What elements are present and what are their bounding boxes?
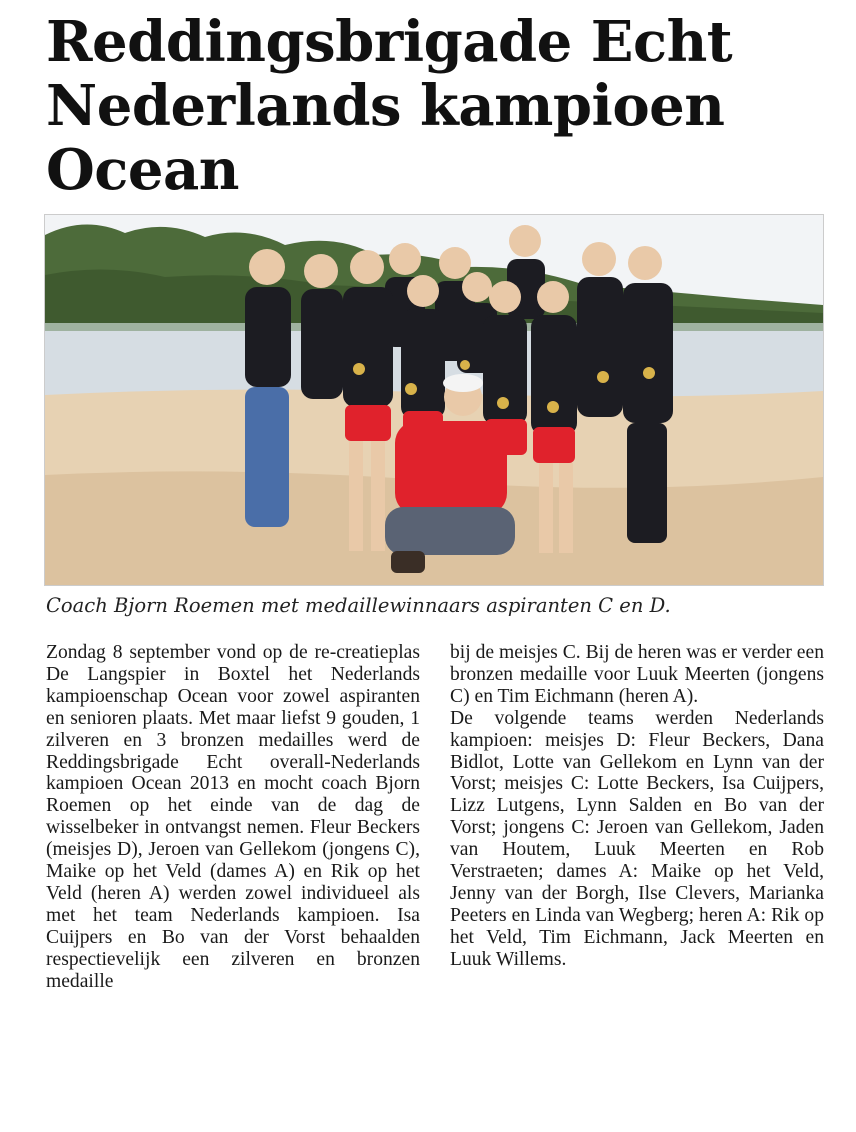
team-photo <box>44 214 824 586</box>
article-paragraph: bij de meisjes C. Bij de heren was er verder een bronzen medaille voor Luuk Meerten (jongens C) en Tim Eichmann (heren A). <box>450 642 824 707</box>
team-photo-illustration <box>45 215 823 585</box>
article-paragraph: De volgende teams werden Nederlands kampioen: meisjes D: Fleur Beckers, Dana Bidlot, Lotte van Gellekom en Lynn van der Vorst; meisjes C: Lotte Beckers, Isa Cuijpers, Lizz Lutgens, Lynn Salden en Bo van der Vorst; jongens C: Jeroen van Gellekom, Jaden van Houtem, Luuk Meerten en Rob Verstraeten; dames A: Maike op het Veld, Jenny van der Borgh, Ilse Clevers, Marianka Peeters en Linda van Wegberg; heren A: Rik op het Veld, Tim Eichmann, Jack Meerten en Luuk Willems. <box>450 707 824 970</box>
article-column-left <box>46 642 420 993</box>
headline <box>46 10 836 202</box>
headline-line-3: Ocean <box>46 137 240 203</box>
photo-caption: Coach Bjorn Roemen met medaillewinnaars aspiranten C en D. <box>46 594 671 617</box>
headline-line-1: Reddingsbrigade Echt <box>46 9 733 75</box>
headline-line-2: Nederlands kampioen <box>46 73 725 139</box>
article-paragraph: Zondag 8 september vond op de re-creatieplas De Langspier in Boxtel het Nederlands kampioenschap Ocean voor zowel aspiranten en senioren plaats. Met maar liefst 9 gouden, 1 zilveren en 3 bronzen medailles werd de Reddingsbrigade Echt overall-Nederlands kampioen Ocean 2013 en mocht coach Bjorn Roemen op het einde van de dag de wisselbeker in ontvangst nemen. Fleur Beckers (meisjes D), Jeroen van Gellekom (jongens C), Maike op het Veld (dames A) en Rik op het Veld (heren A) werden zowel individueel als met het team Nederlands kampioen. Isa Cuijpers en Bo van der Vorst behaalden respectievelijk een zilveren en bronzen medaille <box>46 642 420 992</box>
article-column-right <box>450 642 824 971</box>
